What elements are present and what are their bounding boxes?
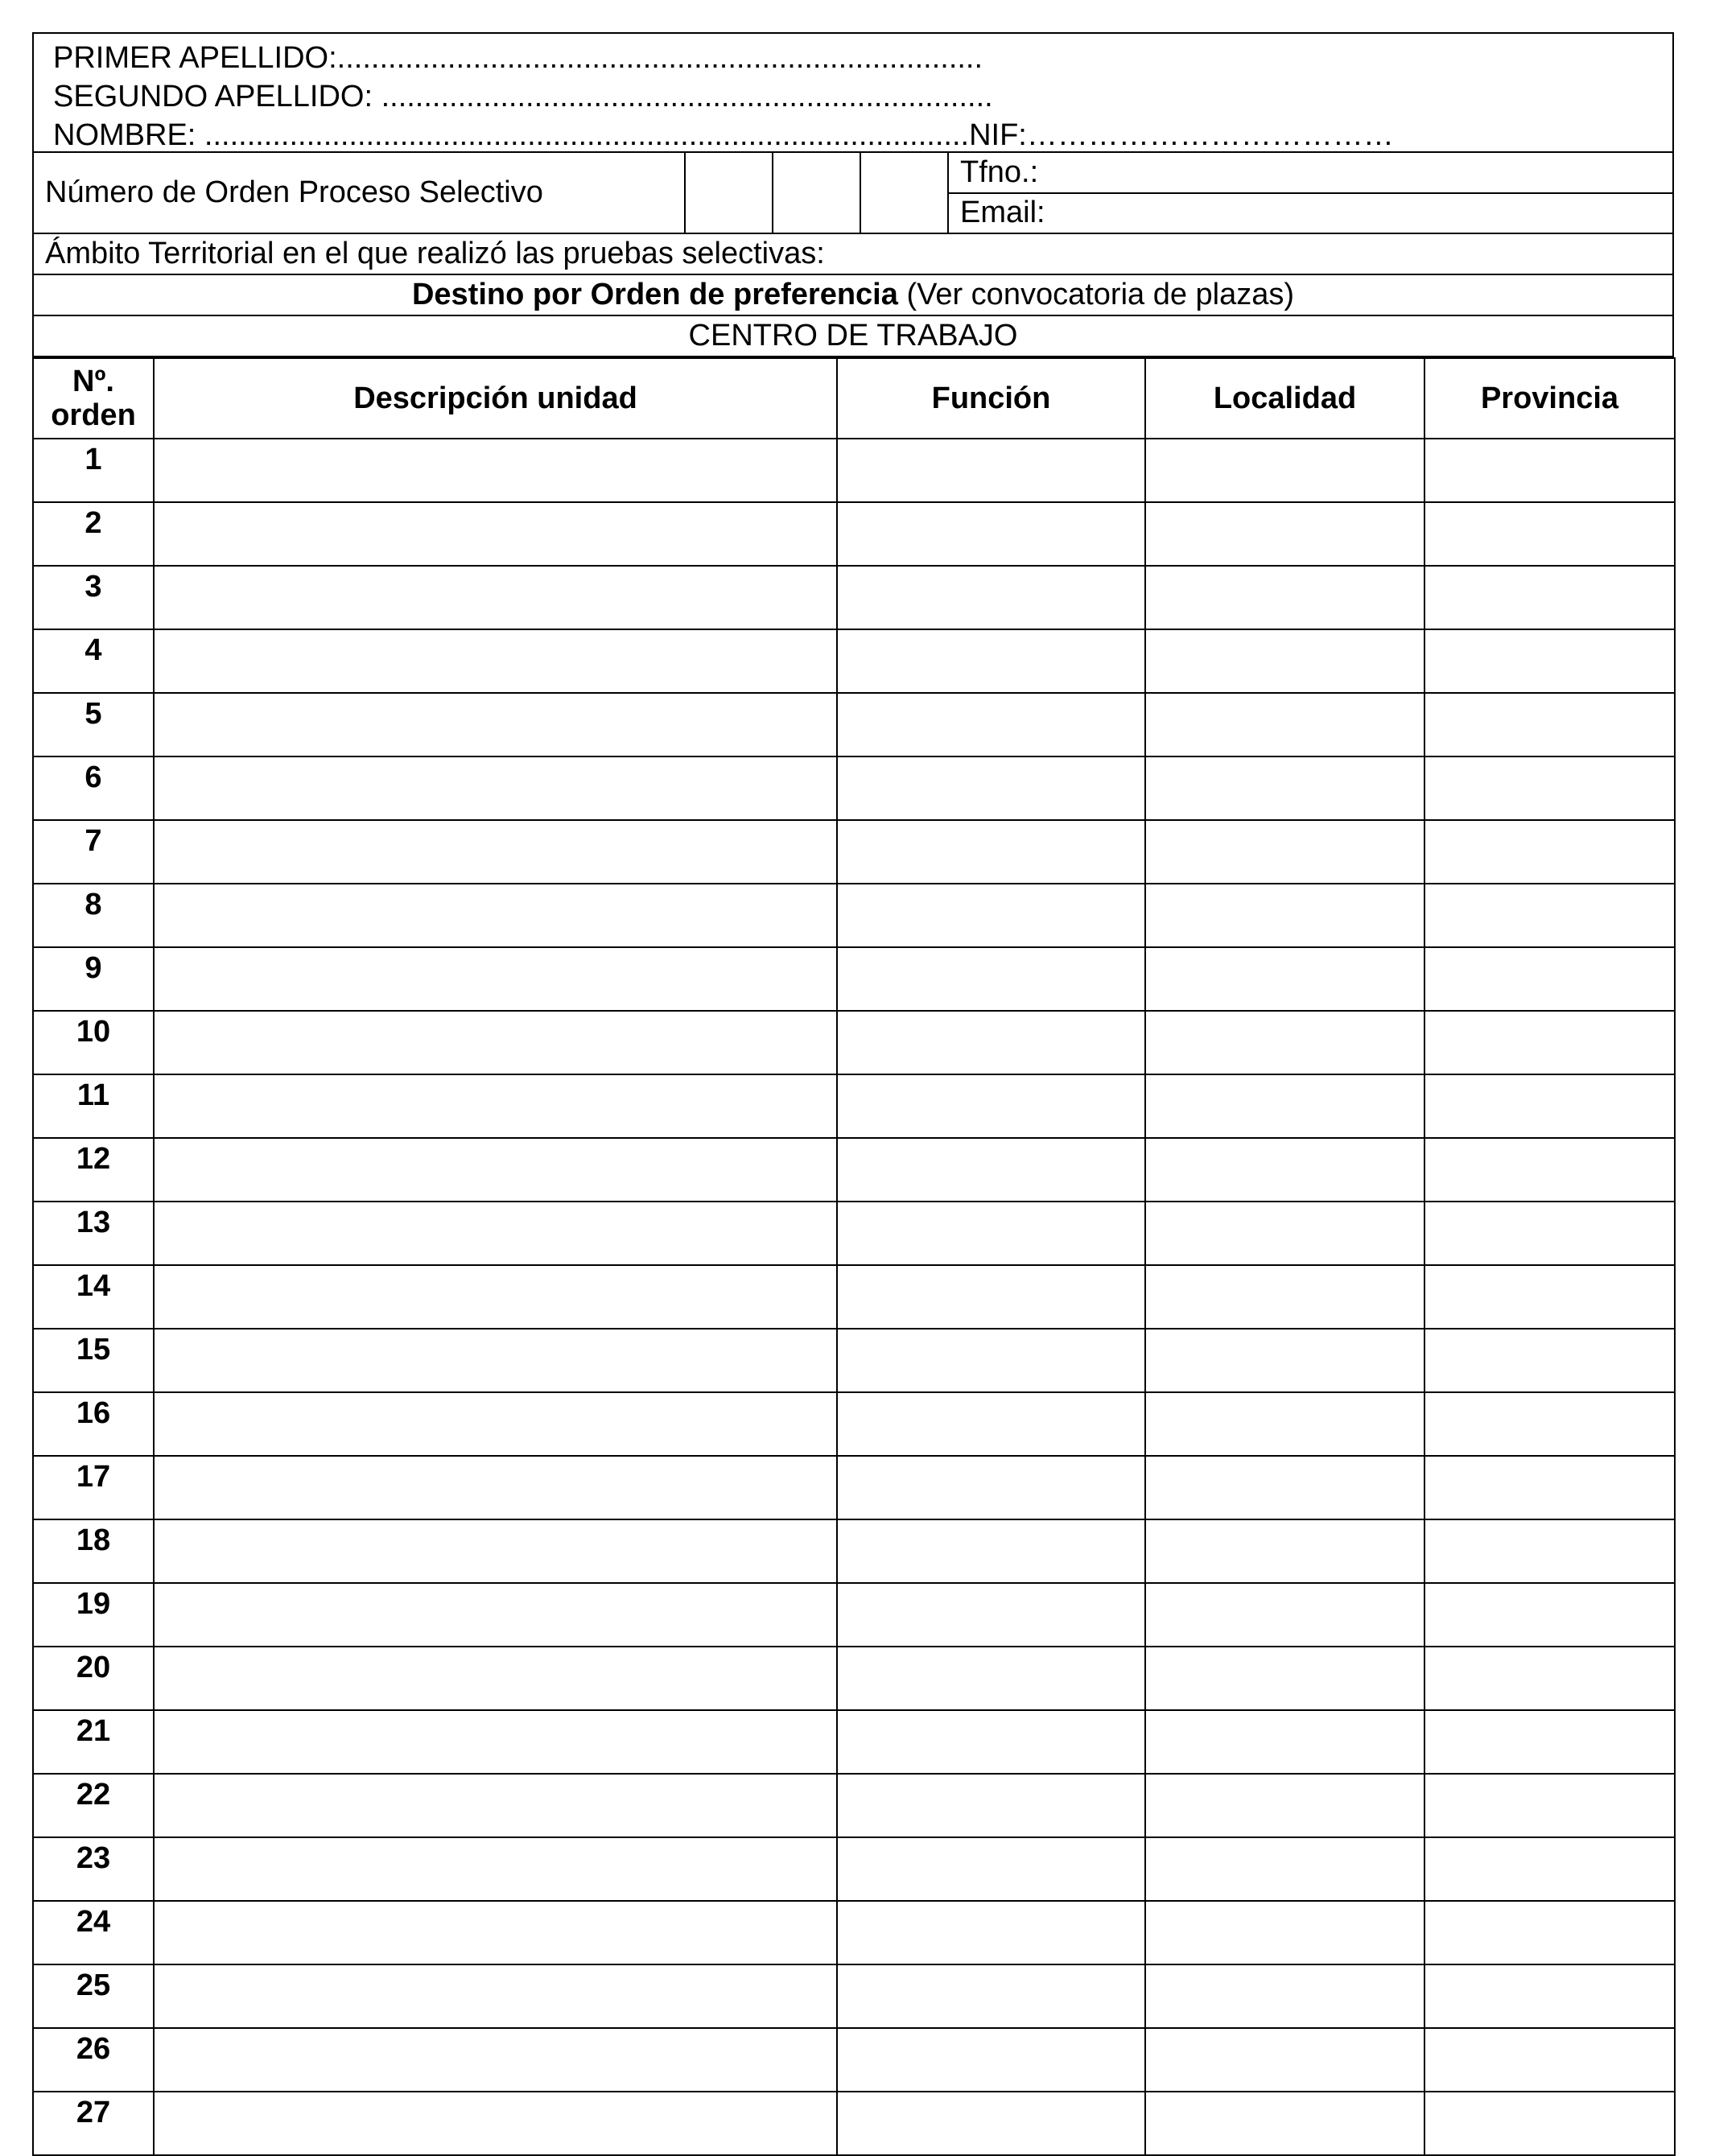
funcion-cell[interactable] <box>837 1647 1145 1710</box>
provincia-cell[interactable] <box>1424 1074 1675 1138</box>
provincia-cell[interactable] <box>1424 502 1675 566</box>
funcion-cell[interactable] <box>837 1329 1145 1392</box>
table-row <box>33 629 1675 693</box>
localidad-cell[interactable] <box>1145 1456 1424 1519</box>
descripcion-cell[interactable] <box>154 1710 837 1774</box>
row-number: 8 <box>33 884 154 947</box>
provincia-cell[interactable] <box>1424 947 1675 1011</box>
row-number: 1 <box>33 439 154 502</box>
funcion-cell[interactable] <box>837 566 1145 629</box>
table-row <box>33 2028 1675 2092</box>
descripcion-cell[interactable] <box>154 1837 837 1901</box>
descripcion-cell[interactable] <box>154 1774 837 1837</box>
table-row <box>33 2092 1675 2155</box>
table-row <box>33 1964 1675 2028</box>
primer-apellido-field[interactable]: PRIMER APELLIDO:............................................................................ <box>53 41 983 75</box>
descripcion-cell[interactable] <box>154 439 837 502</box>
col-header-funcion: Función <box>837 358 1145 439</box>
col-header-no-line1: Nº. <box>72 365 114 398</box>
table-row <box>33 502 1675 566</box>
localidad-cell[interactable] <box>1145 502 1424 566</box>
descripcion-cell[interactable] <box>154 1202 837 1265</box>
provincia-cell[interactable] <box>1424 1011 1675 1074</box>
table-row <box>33 1329 1675 1392</box>
descripcion-cell[interactable] <box>154 1519 837 1583</box>
descripcion-cell[interactable] <box>154 1964 837 2028</box>
table-row <box>33 1901 1675 1964</box>
localidad-cell[interactable] <box>1145 629 1424 693</box>
orden-digit-box-3[interactable] <box>860 153 947 233</box>
localidad-cell[interactable] <box>1145 1011 1424 1074</box>
localidad-cell[interactable] <box>1145 1964 1424 2028</box>
row-number: 16 <box>33 1392 154 1456</box>
provincia-cell[interactable] <box>1424 1265 1675 1329</box>
funcion-cell[interactable] <box>837 1265 1145 1329</box>
descripcion-cell[interactable] <box>154 2092 837 2155</box>
row-number: 9 <box>33 947 154 1011</box>
table-row <box>33 1392 1675 1456</box>
provincia-cell[interactable] <box>1424 1519 1675 1583</box>
descripcion-cell[interactable] <box>154 1329 837 1392</box>
provincia-cell[interactable] <box>1424 629 1675 693</box>
row-number: 2 <box>33 502 154 566</box>
row-number: 26 <box>33 2028 154 2092</box>
row-number: 14 <box>33 1265 154 1329</box>
localidad-cell[interactable] <box>1145 1392 1424 1456</box>
row-number: 11 <box>33 1074 154 1138</box>
funcion-cell[interactable] <box>837 1392 1145 1456</box>
descripcion-cell[interactable] <box>154 1901 837 1964</box>
funcion-cell[interactable] <box>837 629 1145 693</box>
funcion-cell[interactable] <box>837 1074 1145 1138</box>
row-number: 18 <box>33 1519 154 1583</box>
col-header-localidad: Localidad <box>1145 358 1424 439</box>
descripcion-cell[interactable] <box>154 2028 837 2092</box>
funcion-cell[interactable] <box>837 756 1145 820</box>
provincia-cell[interactable] <box>1424 693 1675 756</box>
personal-data-section <box>32 32 1674 153</box>
table-row <box>33 756 1675 820</box>
funcion-cell[interactable] <box>837 693 1145 756</box>
table-row <box>33 1583 1675 1647</box>
funcion-cell[interactable] <box>837 1710 1145 1774</box>
destino-heading-bold: Destino por Orden de preferencia <box>411 278 898 311</box>
table-row <box>33 1710 1675 1774</box>
descripcion-cell[interactable] <box>154 1265 837 1329</box>
preference-table <box>32 357 1676 2156</box>
descripcion-cell[interactable] <box>154 502 837 566</box>
localidad-cell[interactable] <box>1145 820 1424 884</box>
row-number: 7 <box>33 820 154 884</box>
row-number: 15 <box>33 1329 154 1392</box>
orden-digit-box-2[interactable] <box>772 153 860 233</box>
col-header-numero-orden <box>33 358 154 439</box>
table-body <box>33 439 1675 2155</box>
descripcion-cell[interactable] <box>154 1647 837 1710</box>
localidad-cell[interactable] <box>1145 1202 1424 1265</box>
row-number: 19 <box>33 1583 154 1647</box>
descripcion-cell[interactable] <box>154 693 837 756</box>
row-number: 17 <box>33 1456 154 1519</box>
localidad-cell[interactable] <box>1145 756 1424 820</box>
funcion-cell[interactable] <box>837 1138 1145 1202</box>
row-number: 12 <box>33 1138 154 1202</box>
funcion-cell[interactable] <box>837 1837 1145 1901</box>
provincia-cell[interactable] <box>1424 1583 1675 1647</box>
funcion-cell[interactable] <box>837 820 1145 884</box>
funcion-cell[interactable] <box>837 1011 1145 1074</box>
funcion-cell[interactable] <box>837 502 1145 566</box>
row-number: 22 <box>33 1774 154 1837</box>
table-row <box>33 820 1675 884</box>
contact-fields <box>947 153 1672 233</box>
orden-contact-row <box>32 153 1674 234</box>
destino-heading-note: (Ver convocatoria de plazas) <box>906 278 1295 311</box>
row-number: 25 <box>33 1964 154 2028</box>
row-number: 10 <box>33 1011 154 1074</box>
segundo-apellido-field[interactable]: SEGUNDO APELLIDO: ........................................................................ <box>53 80 993 113</box>
localidad-cell[interactable] <box>1145 1774 1424 1837</box>
localidad-cell[interactable] <box>1145 884 1424 947</box>
provincia-cell[interactable] <box>1424 820 1675 884</box>
table-row <box>33 439 1675 502</box>
descripcion-cell[interactable] <box>154 1583 837 1647</box>
funcion-cell[interactable] <box>837 2092 1145 2155</box>
table-row <box>33 1774 1675 1837</box>
descripcion-cell[interactable] <box>154 629 837 693</box>
funcion-cell[interactable] <box>837 439 1145 502</box>
table-row <box>33 693 1675 756</box>
col-header-descripcion: Descripción unidad <box>154 358 837 439</box>
provincia-cell[interactable] <box>1424 1774 1675 1837</box>
descripcion-cell[interactable] <box>154 1456 837 1519</box>
provincia-cell[interactable] <box>1424 439 1675 502</box>
row-number: 20 <box>33 1647 154 1710</box>
provincia-cell[interactable] <box>1424 1138 1675 1202</box>
table-row <box>33 1837 1675 1901</box>
table-row <box>33 1202 1675 1265</box>
row-number: 5 <box>33 693 154 756</box>
orden-label: Número de Orden Proceso Selectivo <box>45 175 543 209</box>
provincia-cell[interactable] <box>1424 2092 1675 2155</box>
row-number: 4 <box>33 629 154 693</box>
localidad-cell[interactable] <box>1145 1647 1424 1710</box>
descripcion-cell[interactable] <box>154 756 837 820</box>
localidad-cell[interactable] <box>1145 1837 1424 1901</box>
row-number: 23 <box>33 1837 154 1901</box>
ambito-territorial-field[interactable]: Ámbito Territorial en el que realizó las pruebas selectivas: <box>32 234 1674 275</box>
table-row <box>33 1456 1675 1519</box>
funcion-cell[interactable] <box>837 1901 1145 1964</box>
localidad-cell[interactable] <box>1145 947 1424 1011</box>
table-row <box>33 566 1675 629</box>
email-field[interactable]: Email: <box>949 192 1672 233</box>
provincia-cell[interactable] <box>1424 756 1675 820</box>
col-header-no-line2: orden <box>51 398 136 432</box>
funcion-cell[interactable] <box>837 947 1145 1011</box>
provincia-cell[interactable] <box>1424 1456 1675 1519</box>
destination-preference-form <box>32 32 1674 2156</box>
localidad-cell[interactable] <box>1145 439 1424 502</box>
localidad-cell[interactable] <box>1145 1138 1424 1202</box>
col-header-provincia: Provincia <box>1424 358 1675 439</box>
funcion-cell[interactable] <box>837 1519 1145 1583</box>
localidad-cell[interactable] <box>1145 1265 1424 1329</box>
provincia-cell[interactable] <box>1424 1202 1675 1265</box>
localidad-cell[interactable] <box>1145 1329 1424 1392</box>
provincia-cell[interactable] <box>1424 566 1675 629</box>
row-number: 13 <box>33 1202 154 1265</box>
row-number: 24 <box>33 1901 154 1964</box>
table-row <box>33 1647 1675 1710</box>
localidad-cell[interactable] <box>1145 1583 1424 1647</box>
row-number: 6 <box>33 756 154 820</box>
provincia-cell[interactable] <box>1424 1964 1675 2028</box>
table-row <box>33 947 1675 1011</box>
table-header-row <box>33 358 1675 439</box>
localidad-cell[interactable] <box>1145 1710 1424 1774</box>
nombre-nif-field[interactable]: NOMBRE: ..........................................................................................NIF:……………………………… <box>53 118 1394 152</box>
localidad-cell[interactable] <box>1145 566 1424 629</box>
provincia-cell[interactable] <box>1424 1710 1675 1774</box>
localidad-cell[interactable] <box>1145 2092 1424 2155</box>
centro-trabajo-heading <box>32 316 1674 357</box>
localidad-cell[interactable] <box>1145 1519 1424 1583</box>
funcion-cell[interactable] <box>837 1964 1145 2028</box>
row-number: 27 <box>33 2092 154 2155</box>
descripcion-cell[interactable] <box>154 884 837 947</box>
descripcion-cell[interactable] <box>154 947 837 1011</box>
provincia-cell[interactable] <box>1424 1647 1675 1710</box>
centro-trabajo-label: CENTRO DE TRABAJO <box>688 319 1018 352</box>
row-number: 21 <box>33 1710 154 1774</box>
funcion-cell[interactable] <box>837 2028 1145 2092</box>
funcion-cell[interactable] <box>837 1774 1145 1837</box>
localidad-cell[interactable] <box>1145 2028 1424 2092</box>
descripcion-cell[interactable] <box>154 1074 837 1138</box>
descripcion-cell[interactable] <box>154 566 837 629</box>
localidad-cell[interactable] <box>1145 1901 1424 1964</box>
orden-digit-box-1[interactable] <box>684 153 772 233</box>
descripcion-cell[interactable] <box>154 820 837 884</box>
descripcion-cell[interactable] <box>154 1392 837 1456</box>
destino-heading <box>32 275 1674 316</box>
table-row <box>33 1011 1675 1074</box>
funcion-cell[interactable] <box>837 1202 1145 1265</box>
descripcion-cell[interactable] <box>154 1011 837 1074</box>
provincia-cell[interactable] <box>1424 1901 1675 1964</box>
table-row <box>33 1265 1675 1329</box>
table-row <box>33 1074 1675 1138</box>
provincia-cell[interactable] <box>1424 1392 1675 1456</box>
provincia-cell[interactable] <box>1424 884 1675 947</box>
funcion-cell[interactable] <box>837 884 1145 947</box>
funcion-cell[interactable] <box>837 1456 1145 1519</box>
provincia-cell[interactable] <box>1424 1329 1675 1392</box>
row-number: 3 <box>33 566 154 629</box>
table-row <box>33 1138 1675 1202</box>
descripcion-cell[interactable] <box>154 1138 837 1202</box>
provincia-cell[interactable] <box>1424 2028 1675 2092</box>
table-row <box>33 884 1675 947</box>
localidad-cell[interactable] <box>1145 693 1424 756</box>
tfno-field[interactable]: Tfno.: <box>960 155 1039 189</box>
table-row <box>33 1519 1675 1583</box>
funcion-cell[interactable] <box>837 1583 1145 1647</box>
provincia-cell[interactable] <box>1424 1837 1675 1901</box>
localidad-cell[interactable] <box>1145 1074 1424 1138</box>
